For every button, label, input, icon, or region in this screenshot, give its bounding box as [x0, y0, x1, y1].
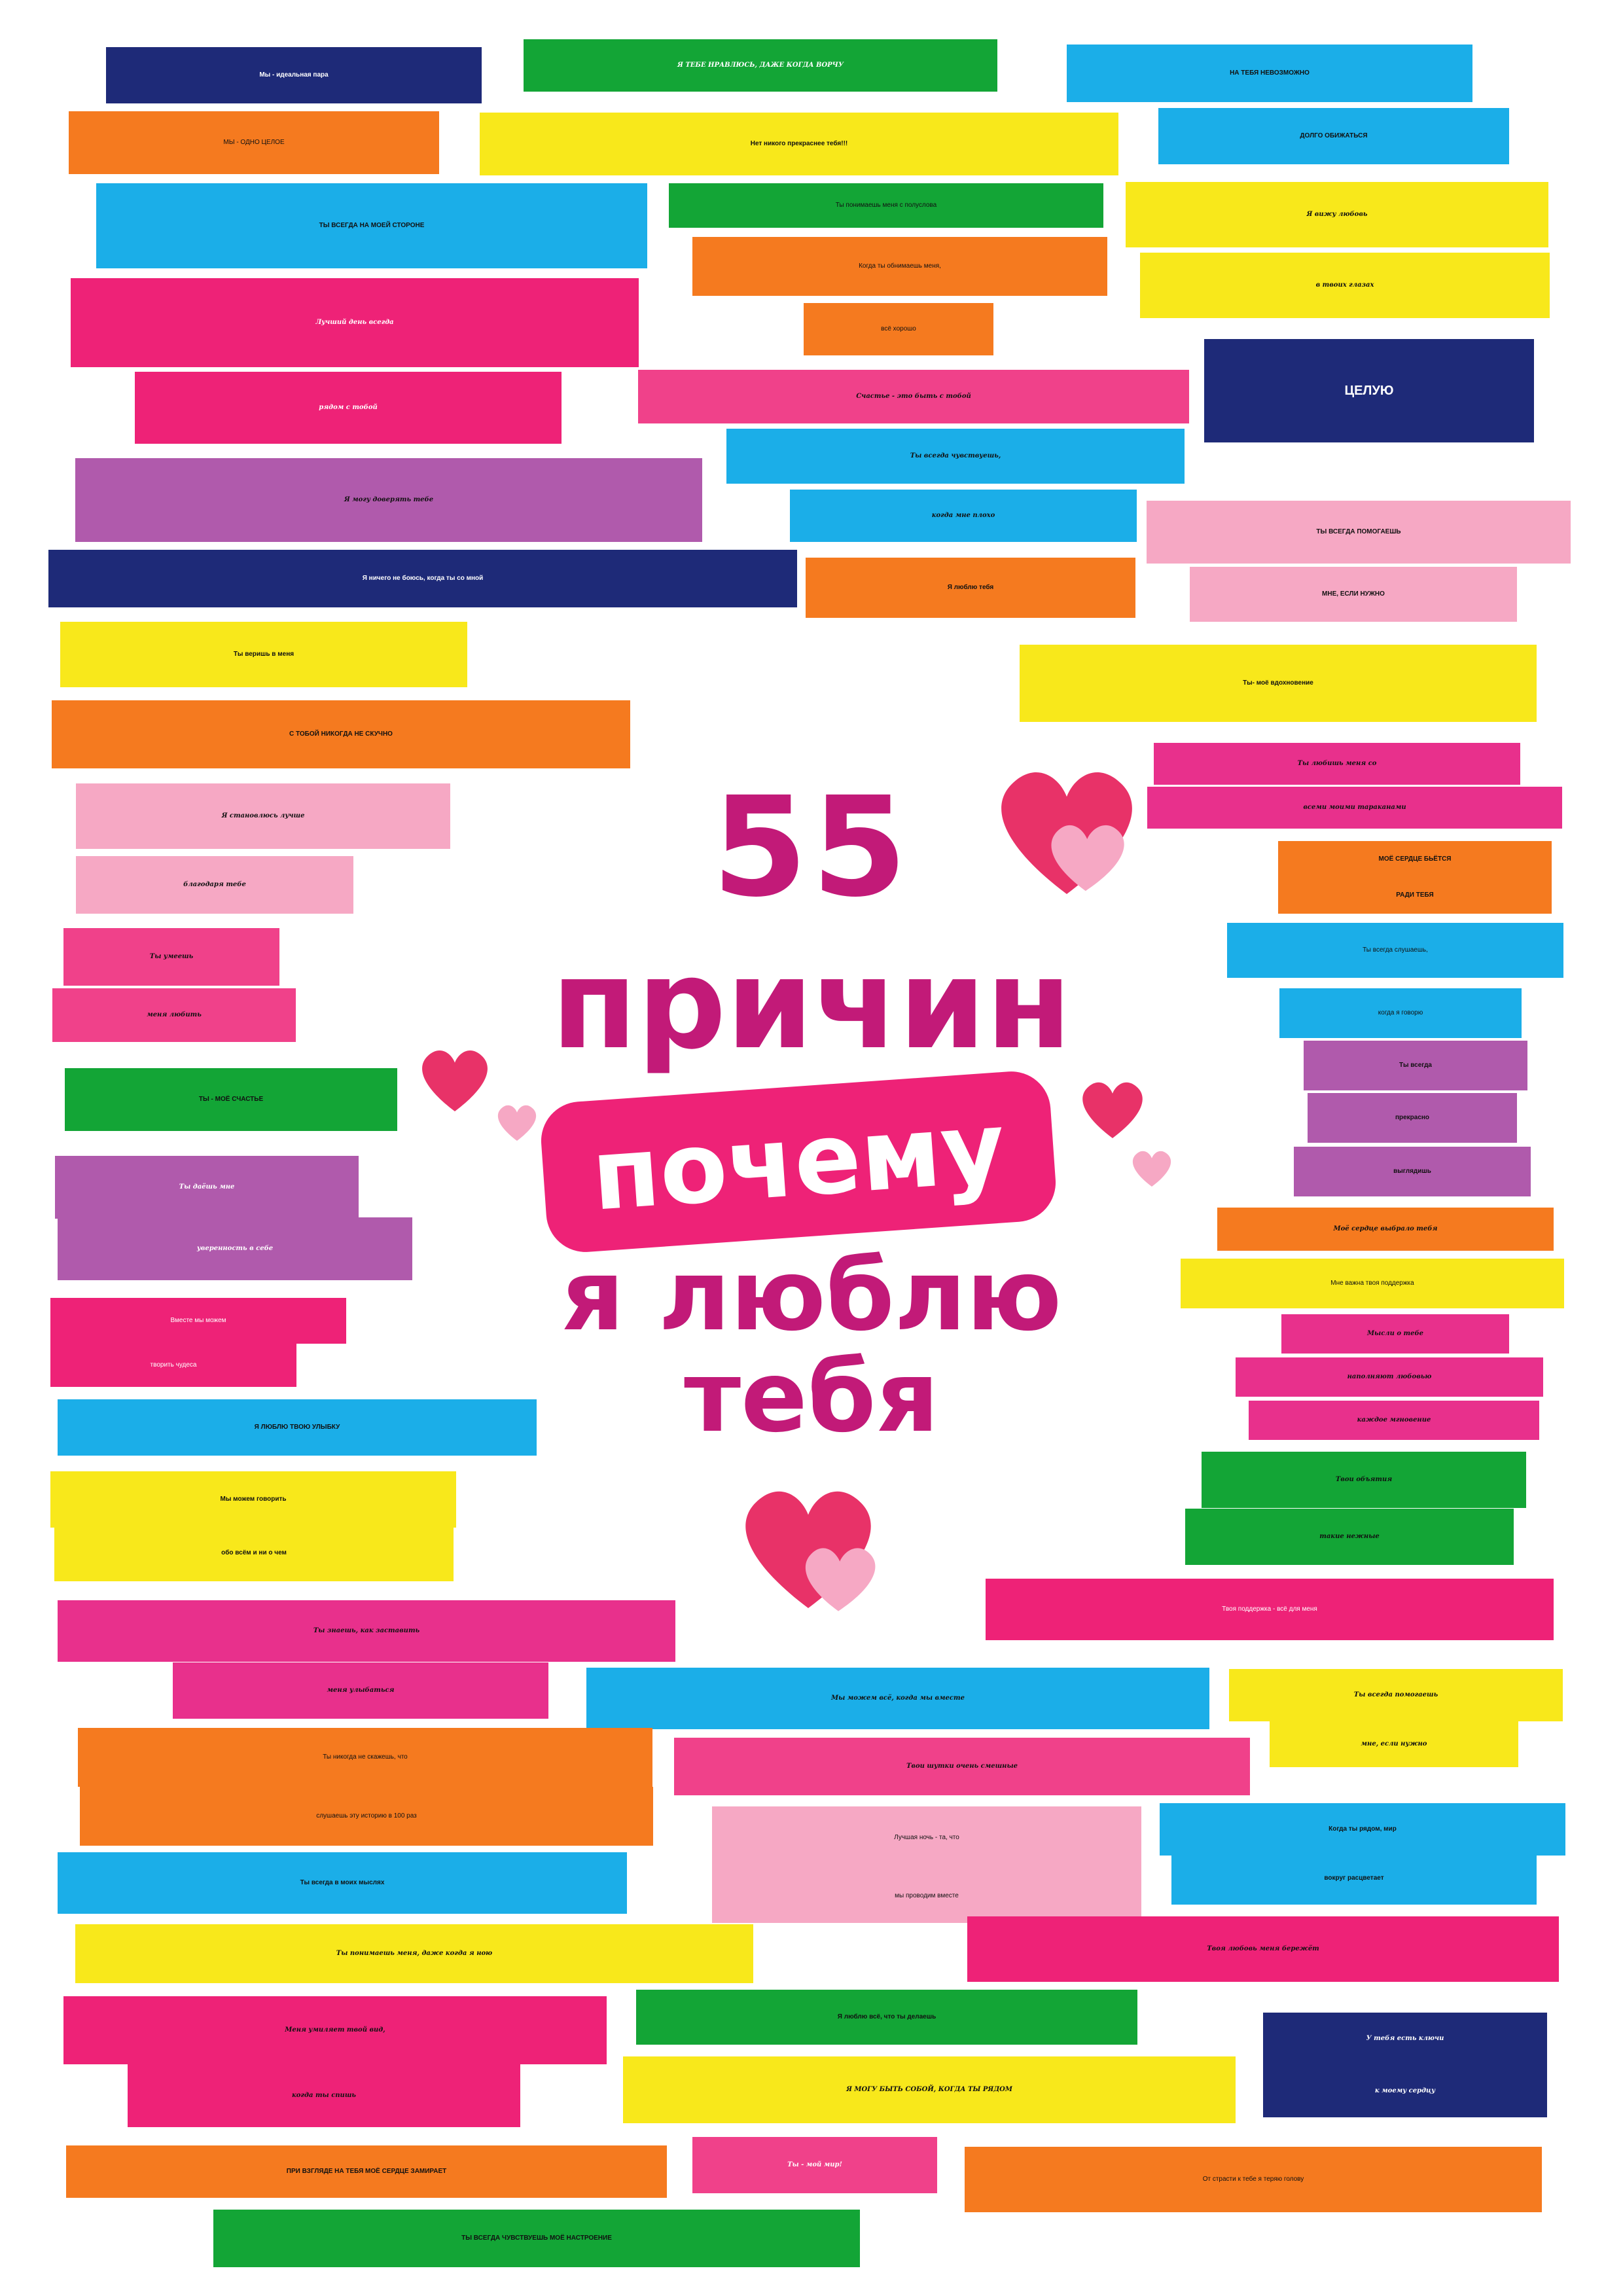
sticker-37: ТЫ - МОЁ СЧАСТЬЕ	[65, 1068, 397, 1131]
sticker-8: Я вижу любовь	[1126, 182, 1548, 247]
sticker-57: Мы можем всё, когда мы вместе	[586, 1668, 1209, 1729]
heart-icon	[1126, 1145, 1178, 1191]
sticker-46: творить чудеса	[50, 1344, 296, 1387]
sticker-4: Нет никого прекраснее тебя!!!	[480, 113, 1118, 175]
sticker-18: когда мне плохо	[790, 490, 1137, 542]
sticker-5: ДОЛГО ОБИЖАТЬСЯ	[1158, 108, 1509, 164]
sticker-50: Твои объятия	[1202, 1452, 1526, 1508]
sticker-0: Мы - идеальная пара	[106, 47, 482, 103]
sticker-3: МЫ - ОДНО ЦЕЛОЕ	[69, 111, 439, 174]
sticker-47: наполняют любовью	[1236, 1357, 1543, 1397]
sticker-17: Я могу доверять тебе	[75, 458, 702, 542]
sticker-51: Мы можем говорить	[50, 1471, 456, 1528]
sticker-9: Когда ты обнимаешь меня,	[692, 237, 1107, 296]
sticker-7: Ты понимаешь меня с полуслова	[669, 183, 1103, 228]
sticker-66: вокруг расцветает	[1171, 1852, 1537, 1905]
sticker-14: Счастье - это быть с тобой	[638, 370, 1189, 423]
sticker-30: РАДИ ТЕБЯ	[1278, 877, 1552, 914]
title-badge-text: почему	[588, 1090, 1009, 1233]
sticker-35: меня любить	[52, 988, 296, 1042]
sticker-68: Ты понимаешь меня, даже когда я ною	[75, 1924, 753, 1983]
heart-icon	[1073, 1073, 1152, 1145]
sticker-67: Ты всегда в моих мыслях	[58, 1852, 627, 1914]
sticker-70: Меня умиляет твой вид,	[63, 1996, 607, 2064]
title-line-tebya: тебя	[684, 1340, 939, 1454]
sticker-33: Ты умеешь	[63, 928, 279, 986]
sticker-54: Твоя поддержка - всё для меня	[986, 1579, 1554, 1640]
sticker-62: слушаешь эту историю в 100 раз	[80, 1787, 653, 1846]
sticker-36: Ты всегда	[1304, 1041, 1527, 1090]
sticker-16: Ты всегда чувствуешь,	[726, 429, 1185, 484]
sticker-53: обо всём и ни о чем	[54, 1525, 454, 1581]
sticker-27: Я становлюсь лучше	[76, 783, 450, 849]
sticker-24: Ты- моё вдохновение	[1020, 645, 1537, 722]
sticker-73: когда ты спишь	[128, 2064, 520, 2127]
sticker-43: Мне важна твоя поддержка	[1181, 1259, 1564, 1308]
sticker-75: к моему сердцу	[1263, 2065, 1547, 2117]
title-number: 55	[711, 767, 912, 927]
sticker-72: У тебя есть ключи	[1263, 2013, 1547, 2065]
sticker-28: всеми моими тараканами	[1147, 787, 1562, 829]
sticker-22: МНЕ, ЕСЛИ НУЖНО	[1190, 567, 1517, 622]
sticker-10: в твоих глазах	[1140, 253, 1550, 318]
heart-icon	[412, 1041, 497, 1119]
title-line-ya-lyublyu: я люблю	[561, 1239, 1062, 1353]
sticker-41: Моё сердце выбрало тебя	[1217, 1208, 1554, 1251]
sticker-42: уверенность в себе	[58, 1217, 412, 1280]
sticker-55: Ты знаешь, как заставить	[58, 1600, 675, 1662]
sticker-48: каждое мгновение	[1249, 1401, 1539, 1440]
sticker-71: Я люблю всё, что ты делаешь	[636, 1990, 1137, 2045]
sticker-59: мне, если нужно	[1270, 1721, 1518, 1767]
sticker-60: Ты никогда не скажешь, что	[78, 1728, 652, 1787]
sticker-21: Я люблю тебя	[806, 558, 1135, 618]
sticker-61: Твои шутки очень смешные	[674, 1738, 1250, 1795]
sticker-12: всё хорошо	[804, 303, 993, 355]
sticker-49: Я ЛЮБЛЮ ТВОЮ УЛЫБКУ	[58, 1399, 537, 1456]
sticker-6: ТЫ ВСЕГДА НА МОЕЙ СТОРОНЕ	[96, 183, 647, 268]
heart-icon	[726, 1473, 890, 1623]
sticker-74: Я МОГУ БЫТЬ СОБОЙ, КОГДА ТЫ РЯДОМ	[623, 2056, 1236, 2123]
sticker-29: МОЁ СЕРДЦЕ БЬЁТСЯ	[1278, 841, 1552, 878]
sticker-20: Я ничего не боюсь, когда ты со мной	[48, 550, 797, 607]
title-line-prichin: причин	[551, 932, 1072, 1077]
sticker-19: ТЫ ВСЕГДА ПОМОГАЕШЬ	[1147, 501, 1571, 564]
sticker-64: Когда ты рядом, мир	[1160, 1803, 1565, 1856]
sticker-69: Твоя любовь меня бережёт	[967, 1916, 1559, 1982]
title-badge	[539, 1069, 1058, 1255]
sticker-56: меня улыбаться	[173, 1662, 548, 1719]
sticker-76: ПРИ ВЗГЛЯДЕ НА ТЕБЯ МОЁ СЕРДЦЕ ЗАМИРАЕТ	[66, 2145, 667, 2198]
sticker-40: Ты даёшь мне	[55, 1156, 359, 1219]
sticker-23: Ты веришь в меня	[60, 622, 467, 687]
sticker-2: НА ТЕБЯ НЕВОЗМОЖНО	[1067, 45, 1472, 102]
sticker-38: прекрасно	[1308, 1093, 1517, 1143]
sticker-26: Ты любишь меня со	[1154, 743, 1520, 785]
sticker-77: Ты - мой мир!	[692, 2137, 937, 2193]
sticker-79: ТЫ ВСЕГДА ЧУВСТВУЕШЬ МОЁ НАСТРОЕНИЕ	[213, 2210, 860, 2267]
sticker-39: выглядишь	[1294, 1147, 1531, 1196]
sticker-65: мы проводим вместе	[712, 1869, 1141, 1923]
sticker-44: Вместе мы можем	[50, 1298, 346, 1344]
sticker-13: рядом с тобой	[135, 372, 562, 444]
sticker-25: С ТОБОЙ НИКОГДА НЕ СКУЧНО	[52, 700, 630, 768]
sticker-45: Мысли о тебе	[1281, 1314, 1509, 1354]
sticker-1: Я ТЕБЕ НРАВЛЮСЬ, ДАЖЕ КОГДА ВОРЧУ	[524, 39, 997, 92]
sticker-11: Лучший день всегда	[71, 278, 639, 367]
sticker-34: когда я говорю	[1279, 988, 1522, 1038]
sticker-15: ЦЕЛУЮ	[1204, 339, 1534, 442]
heart-icon	[982, 753, 1152, 910]
sticker-31: благодаря тебе	[76, 856, 353, 914]
sticker-32: Ты всегда слушаешь,	[1227, 923, 1563, 978]
heart-icon	[491, 1100, 543, 1145]
sticker-52: такие нежные	[1185, 1509, 1514, 1565]
sticker-58: Ты всегда помогаешь	[1229, 1669, 1563, 1721]
sticker-78: От страсти к тебе я теряю голову	[965, 2147, 1542, 2212]
sticker-63: Лучшая ночь - та, что	[712, 1806, 1141, 1869]
